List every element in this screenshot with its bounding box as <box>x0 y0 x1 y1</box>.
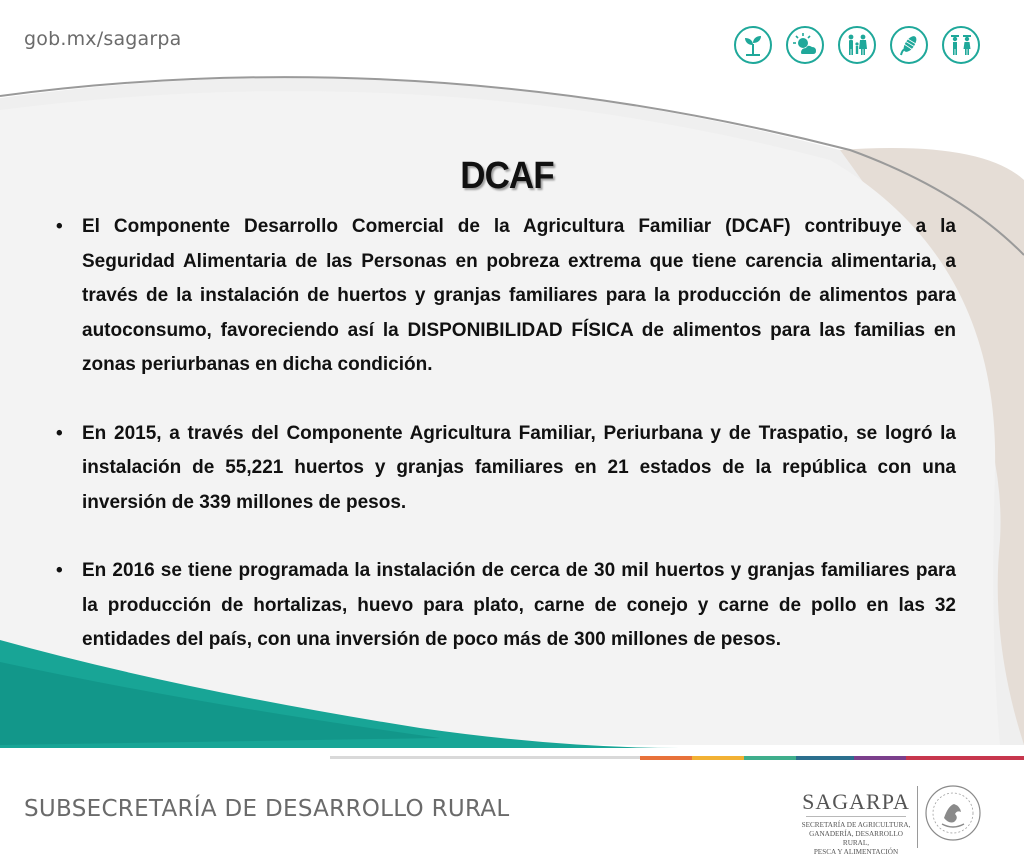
color-stripe <box>640 756 692 760</box>
logo-subtitle-line: GANADERÍA, DESARROLLO RURAL, <box>809 830 903 847</box>
bullet-text: En 2016 se tiene programada la instalación de cerca de 30 mil huertos y granjas familiares para la producción de hortalizas, huevo para plato, carne de conejo y carne de pollo en las 32 entidades del país, con una inversión de poco más de 300 millones de pesos. <box>82 560 956 650</box>
corn-icon <box>890 26 928 64</box>
family-icon <box>838 26 876 64</box>
slide-title: DCAF <box>460 155 554 197</box>
agency-name: SUBSECRETARÍA DE DESARROLLO RURAL <box>24 796 510 822</box>
bullet-marker: • <box>56 560 63 581</box>
logo-divider <box>917 786 918 848</box>
bullet-marker: • <box>56 422 63 444</box>
farmers-icon <box>942 26 980 64</box>
color-stripe <box>854 756 906 760</box>
bullet-marker: • <box>56 216 63 237</box>
logo-rule <box>806 816 906 817</box>
color-stripe <box>692 756 744 760</box>
logo-subtitle-line: PESCA Y ALIMENTACIÓN <box>813 848 899 856</box>
sagarpa-logo <box>800 790 912 857</box>
bullet-item <box>56 417 956 521</box>
bullet-text: El Componente Desarrollo Comercial de la Agricultura Familiar (DCAF) contribuye a la Seguridad Alimentaria de las Personas en pobreza extrema que tiene carencia alimentaria, a través de la instalación de huertos y granjas familiares para la producción de alimentos para autoconsumo, favoreciendo así la DISPONIBILIDAD FÍSICA de alimentos para las familias en zonas periurbanas en dicha condición. <box>82 216 956 375</box>
logo-subtitle-line: SECRETARÍA DE AGRICULTURA, <box>801 821 911 829</box>
site-url[interactable]: gob.mx/sagarpa <box>24 28 182 50</box>
color-stripe <box>744 756 796 760</box>
bullet-item <box>56 210 956 383</box>
color-stripe <box>906 756 1024 760</box>
seedling-icon <box>734 26 772 64</box>
sun-cloud-icon <box>786 26 824 64</box>
bullet-item <box>56 554 956 658</box>
color-stripe <box>796 756 854 760</box>
logo-name: SAGARPA <box>802 789 910 814</box>
mexico-seal-icon <box>924 784 982 842</box>
bullet-list <box>56 210 956 692</box>
bullet-text: En 2015, a través del Componente Agricultura Familiar, Periurbana y de Traspatio, se logró la instalación de 55,221 huertos y granjas familiares en 21 estados de la república con una inversión de 339 millones de pesos. <box>82 422 956 513</box>
header-icons <box>734 26 980 64</box>
